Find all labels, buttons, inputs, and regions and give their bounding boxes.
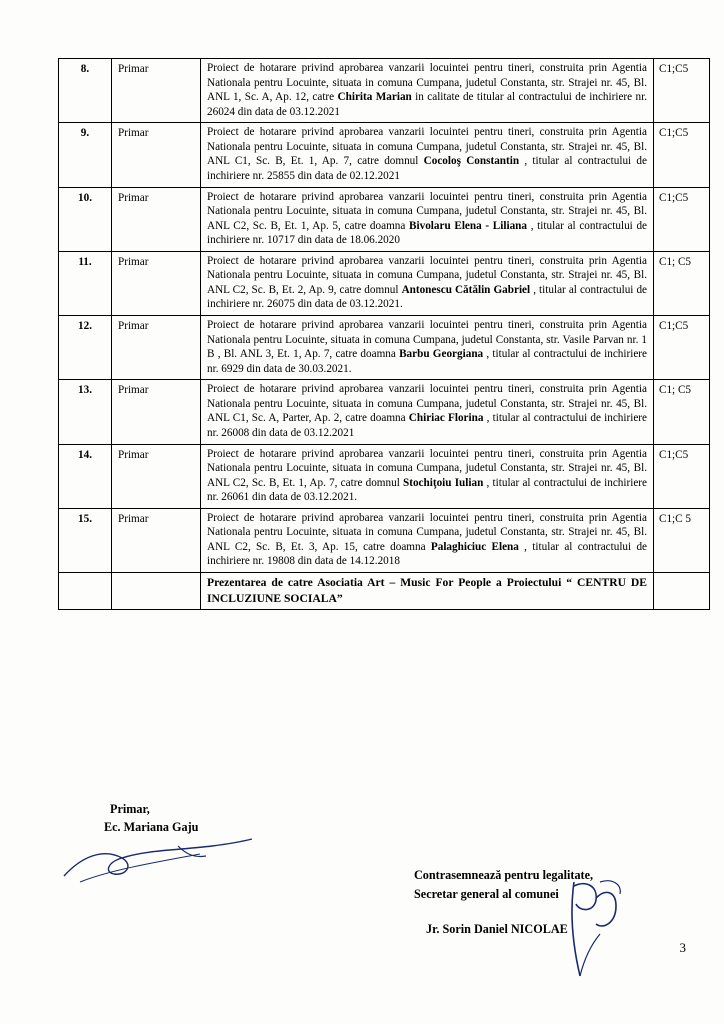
- description-text: Proiect de hotarare privind aprobarea vanzarii locuintei pentru tineri, construita prin Agentia Nationala pentru Locuinte, situata in comuna Cumpana, judetul Constanta, str. Strajei nr. 45, Bl. ANL C1, Sc. A, Parter, Ap. 2, catre doamna: [207, 383, 647, 425]
- description-emphasis: Antonescu Cătălin Gabriel: [401, 283, 531, 296]
- description-emphasis: Cocoloş Constantin: [423, 155, 520, 168]
- row-number: 11.: [59, 251, 112, 315]
- row-code: [654, 573, 710, 610]
- row-description: [201, 123, 654, 187]
- description-text: Proiect de hotarare privind aprobarea vanzarii locuintei pentru tineri, construita prin Agentia Nationala pentru Locuinte, situata in comuna Cumpana, judetul Constanta, str. Strajei nr. 45, Bl. ANL 1, Sc. A, Ap. 12, catre: [207, 62, 647, 104]
- description-text: , titular al contractului de inchiriere nr. 10717 din data de 18.06.2020: [207, 219, 648, 247]
- secretary-name: Jr. Sorin Daniel NICOLAE: [426, 921, 568, 936]
- description-text: , titular al contractului de inchiriere nr. 19808 din data de 14.12.2018: [207, 540, 648, 568]
- table-row: [59, 508, 710, 572]
- table-row: [59, 444, 710, 508]
- table-row: [59, 187, 710, 251]
- row-number: [59, 573, 112, 610]
- row-initiator: Primar: [112, 251, 201, 315]
- description-text: , titular al contractului de inchiriere nr. 6929 din data de 30.03.2021.: [207, 348, 647, 375]
- row-initiator: [112, 573, 201, 610]
- description-text: , titular al contractului de inchiriere nr. 26075 din data de 03.12.2021.: [207, 283, 648, 311]
- signature-block-mayor: [104, 800, 198, 837]
- row-number: 9.: [59, 123, 112, 187]
- description-text: Proiect de hotarare privind aprobarea vanzarii locuintei pentru tineri, construita prin Agentia Nationala pentru Locuinte, situata in comuna Cumpana, judetul Constanta, str. Strajei nr. 45, Bl. ANL C1, Sc. B, Et. 1, Ap. 7, catre domnul: [207, 126, 647, 168]
- description-emphasis: Chiriac Florina: [408, 412, 484, 425]
- mayor-title: Primar,: [110, 802, 150, 816]
- row-description: [201, 187, 654, 251]
- table-row: [59, 59, 710, 123]
- agenda-table: [58, 58, 710, 610]
- row-code: C1;C5: [654, 123, 710, 187]
- row-code: C1;C5: [654, 59, 710, 123]
- description-text: Proiect de hotarare privind aprobarea vanzarii locuintei pentru tineri, construita prin Agentia Nationala pentru Locuinte, situata in comuna Cumpana, judetul Constanta, str. Strajei nr. 45, Bl. ANL C2, Sc. B, Et. 2, Ap. 9, catre domnul: [207, 254, 647, 296]
- mayor-name: Ec. Mariana Gaju: [104, 820, 199, 835]
- row-code: C1;C 5: [654, 508, 710, 572]
- description-text: , titular al contractului de inchiriere nr. 25855 din data de 02.12.2021: [207, 155, 647, 182]
- description-emphasis: Stochiţoiu Iulian: [403, 476, 484, 489]
- row-initiator: Primar: [112, 444, 201, 508]
- description-text: Proiect de hotarare privind aprobarea vanzarii locuintei pentru tineri, construita prin Agentia Nationala pentru Locuinte, situata in comuna Cumpana, judetul Constanta, str. Strajei nr. 45, Bl. ANL C2, Sc. B, Et. 1, Ap. 5, catre doamna: [207, 190, 647, 232]
- description-text: in calitate de titular al contractului de inchiriere nr. 26024 din data de 03.12.2021: [207, 91, 648, 118]
- countersign-label: Contrasemnează pentru legalitate,: [414, 868, 594, 882]
- row-number: 10.: [59, 187, 112, 251]
- row-initiator: Primar: [112, 187, 201, 251]
- description-emphasis: Chirita Marian: [337, 91, 412, 104]
- row-number: 12.: [59, 316, 112, 380]
- row-number: 13.: [59, 380, 112, 444]
- row-description: [201, 508, 654, 572]
- row-description: [201, 444, 654, 508]
- description-emphasis: Palaghiciuc Elena: [430, 540, 519, 553]
- description-emphasis: Bivolaru Elena - Liliana: [409, 219, 528, 232]
- row-initiator: Primar: [112, 380, 201, 444]
- description-text: , titular al contractului de inchiriere nr. 26008 din data de 03.12.2021: [207, 412, 647, 439]
- page-number: 3: [679, 940, 686, 955]
- row-number: 8.: [59, 59, 112, 123]
- description-emphasis: Prezentarea de catre Asociatia Art – Music For People a Proiectului “ CENTRU DE INCLUZIUNE SOCIALA”: [207, 576, 647, 605]
- row-description: [201, 573, 654, 610]
- handwritten-signature-mayor: [60, 836, 260, 894]
- agenda-table-body: [59, 59, 710, 610]
- row-number: 15.: [59, 508, 112, 572]
- table-row: [59, 380, 710, 444]
- table-row: [59, 573, 710, 610]
- row-initiator: Primar: [112, 508, 201, 572]
- row-initiator: Primar: [112, 316, 201, 380]
- table-row: [59, 316, 710, 380]
- row-description: [201, 380, 654, 444]
- row-initiator: Primar: [112, 59, 201, 123]
- row-code: C1;C5: [654, 316, 710, 380]
- row-number: 14.: [59, 444, 112, 508]
- secretary-title: Secretar general al comunei: [414, 886, 559, 901]
- description-emphasis: Barbu Georgiana: [399, 348, 484, 361]
- row-description: [201, 316, 654, 380]
- row-description: [201, 59, 654, 123]
- description-text: Proiect de hotarare privind aprobarea vanzarii locuintei pentru tineri, construita prin Agentia Nationala pentru Locuinte, situata in comuna Cumpana, judetul Constanta, str. Vasile Parvan nr. 1 B , Bl. ANL 3, Et. 1, Ap. 7, catre doamna: [207, 319, 647, 361]
- row-code: C1; C5: [654, 380, 710, 444]
- row-code: C1;C5: [654, 187, 710, 251]
- description-text: Proiect de hotarare privind aprobarea vanzarii locuintei pentru tineri, construita prin Agentia Nationala pentru Locuinte, situata in comuna Cumpana, judetul Constanta, str. Strajei nr. 45, Bl. ANL C2, Sc. B, Et. 3, Ap. 15, catre doamna: [207, 511, 647, 553]
- row-initiator: Primar: [112, 123, 201, 187]
- row-code: C1;C5: [654, 444, 710, 508]
- table-row: [59, 123, 710, 187]
- description-text: , titular al contractului de inchiriere nr. 26061 din data de 03.12.2021.: [207, 476, 647, 504]
- signature-block-secretary: [414, 866, 593, 939]
- description-text: Proiect de hotarare privind aprobarea vanzarii locuintei pentru tineri, construita prin Agentia Nationala pentru Locuinte, situata in comuna Cumpana, judetul Constanta, str. Strajei nr. 45, Bl. ANL C2, Sc. B, Et. 1, Ap. 7, catre domnul: [207, 447, 647, 489]
- row-description: [201, 251, 654, 315]
- row-code: C1; C5: [654, 251, 710, 315]
- table-row: [59, 251, 710, 315]
